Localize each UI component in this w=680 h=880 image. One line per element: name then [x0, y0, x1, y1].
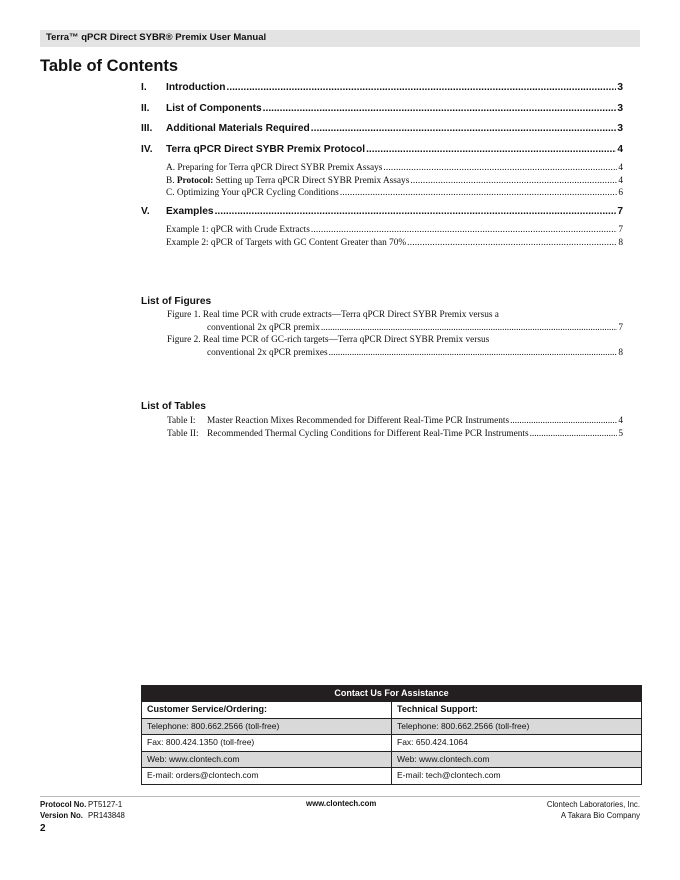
contact-row: [142, 718, 641, 735]
contact-cell: Fax: 800.424.1350 (toll-free): [142, 735, 392, 751]
table-entry: [141, 428, 623, 441]
manual-title: Terra™ qPCR Direct SYBR® Premix User Manual: [46, 32, 267, 43]
table-of-contents: [141, 80, 623, 249]
contact-cell: Telephone: 800.662.2566 (toll-free): [142, 719, 392, 735]
toc-entry-label: Additional Materials Required: [166, 123, 310, 134]
contact-row: [142, 751, 641, 768]
toc-leader: [340, 187, 618, 200]
toc-leader: [366, 142, 616, 157]
toc-sub-text: Setting up Terra qPCR Direct SYBR Premix Assays: [215, 175, 410, 186]
figure-caption-line2: [141, 347, 623, 360]
version-value: PR143848: [88, 811, 125, 820]
toc-entry: [141, 142, 623, 163]
contact-row: [142, 734, 641, 751]
toc-sub-text: Example 2: qPCR of Targets with GC Content Greater than 70%: [166, 237, 407, 248]
toc-sub-label: [166, 187, 339, 200]
table-entry-label: Table II:: [167, 428, 199, 439]
table-entry-page: 5: [618, 428, 623, 439]
protocol-value: PT5127-1: [88, 800, 123, 809]
toc-sub-prefix: A.: [166, 163, 176, 173]
toc-sub-label: [166, 237, 406, 250]
toc-sub-page: 4: [618, 175, 623, 186]
toc-entry-label: List of Components: [166, 102, 262, 114]
figure-page: 8: [618, 347, 623, 358]
company-sub: A Takara Bio Company: [560, 811, 640, 820]
toc-sub-bold: Protocol:: [176, 175, 214, 186]
toc-entry-page: 3: [617, 123, 623, 134]
table-entry-text: Recommended Thermal Cycling Conditions for Different Real-Time PCR Instruments: [207, 428, 529, 439]
toc-entry-label: Terra qPCR Direct SYBR Premix Protocol: [166, 143, 366, 155]
toc-sub-entry: [141, 187, 623, 200]
toc-sub-entry: [141, 224, 623, 237]
toc-sub-prefix: C.: [166, 188, 175, 198]
toc-leader: [215, 204, 617, 219]
toc-entry-label: Introduction: [166, 82, 226, 93]
version-label: Version No.: [40, 811, 83, 820]
toc-entry-number: IV.: [141, 143, 153, 155]
figure-caption-line2: [141, 322, 623, 335]
toc-leader: [321, 322, 618, 335]
toc-entry-number: I.: [141, 82, 147, 93]
toc-entry: [141, 121, 623, 142]
toc-sub-page: 8: [618, 237, 623, 248]
toc-entry-label: Examples: [166, 205, 214, 217]
contact-row: [142, 767, 641, 784]
toc-sub-entry: [141, 162, 623, 175]
toc-sub-text: Preparing for Terra qPCR Direct SYBR Premix Assays: [177, 163, 383, 173]
toc-entry-number: II.: [141, 102, 150, 114]
toc-sub-entry: [141, 175, 623, 188]
table-entry-label: Table I:: [167, 416, 196, 426]
toc-leader: [329, 347, 618, 360]
footer-company: [547, 799, 640, 821]
toc-entry-number: III.: [141, 123, 153, 134]
toc-entry-page: 3: [617, 82, 623, 93]
figure-caption-text: conventional 2x qPCR premixes: [207, 347, 328, 358]
toc-leader: [383, 162, 617, 175]
page-number: 2: [40, 823, 46, 834]
toc-leader: [311, 121, 617, 136]
footer-divider: [40, 796, 640, 797]
toc-leader: [226, 80, 616, 95]
list-of-tables: [141, 415, 623, 440]
toc-entry-number: V.: [141, 205, 150, 217]
toc-entry-page: 3: [617, 102, 623, 114]
toc-leader: [263, 101, 617, 116]
page-title: Table of Contents: [40, 57, 179, 75]
customer-service-header: Customer Service/Ordering:: [142, 702, 392, 718]
contact-title: Contact Us For Assistance: [142, 686, 641, 701]
header-bar: [40, 30, 640, 47]
protocol-label: Protocol No.: [40, 800, 87, 809]
contact-cell: E-mail: tech@clontech.com: [397, 770, 501, 780]
toc-sub-prefix: B.: [166, 175, 175, 186]
toc-sub-label: [166, 162, 382, 175]
toc-entry: [141, 80, 623, 101]
contact-header-row: [142, 701, 641, 718]
toc-sub-text: Example 1: qPCR with Crude Extracts: [166, 225, 310, 235]
toc-entry-page: 4: [617, 143, 623, 155]
toc-sub-page: 7: [618, 225, 623, 235]
toc-sub-page: 4: [618, 163, 623, 173]
contact-cell: Web: www.clontech.com: [397, 753, 490, 764]
contact-cell: E-mail: orders@clontech.com: [142, 768, 392, 784]
list-of-figures: [141, 309, 623, 359]
list-of-tables-heading: List of Tables: [141, 401, 206, 412]
toc-entry-page: 7: [617, 205, 623, 217]
figure-caption-line1: Figure 2. Real time PCR of GC-rich targets—Terra qPCR Direct SYBR Premix versus: [167, 335, 490, 345]
toc-sub-text: Optimizing Your qPCR Cycling Conditions: [176, 188, 339, 198]
toc-leader: [410, 175, 617, 188]
toc-leader: [510, 415, 617, 428]
contact-box: [141, 685, 642, 785]
toc-sub-label: [166, 224, 310, 237]
company-name: Clontech Laboratories, Inc.: [546, 800, 640, 809]
table-entry-page: 4: [618, 416, 623, 426]
toc-sub-label: [166, 175, 409, 188]
contact-cell: Web: www.clontech.com: [142, 752, 392, 768]
figure-caption-text: conventional 2x qPCR premix: [207, 322, 320, 333]
toc-leader: [530, 428, 618, 441]
figure-page: 7: [618, 322, 623, 333]
technical-support-header: Technical Support:: [397, 704, 478, 714]
toc-entry: [141, 204, 623, 225]
footer-website: www.clontech.com: [306, 799, 377, 808]
toc-sub-page: 6: [618, 188, 623, 198]
table-entry-text: Master Reaction Mixes Recommended for Different Real-Time PCR Instruments: [207, 416, 510, 426]
toc-sub-entry: [141, 237, 623, 250]
toc-leader: [311, 224, 618, 237]
footer-protocol-info: [40, 799, 125, 821]
contact-cell: Fax: 650.424.1064: [397, 737, 468, 747]
figure-caption-line1: Figure 1. Real time PCR with crude extracts—Terra qPCR Direct SYBR Premix versus a: [167, 310, 499, 320]
contact-cell: Telephone: 800.662.2566 (toll-free): [397, 720, 530, 731]
toc-leader: [407, 237, 617, 250]
table-entry: [141, 415, 623, 428]
list-of-figures-heading: List of Figures: [141, 296, 212, 307]
toc-entry: [141, 101, 623, 122]
